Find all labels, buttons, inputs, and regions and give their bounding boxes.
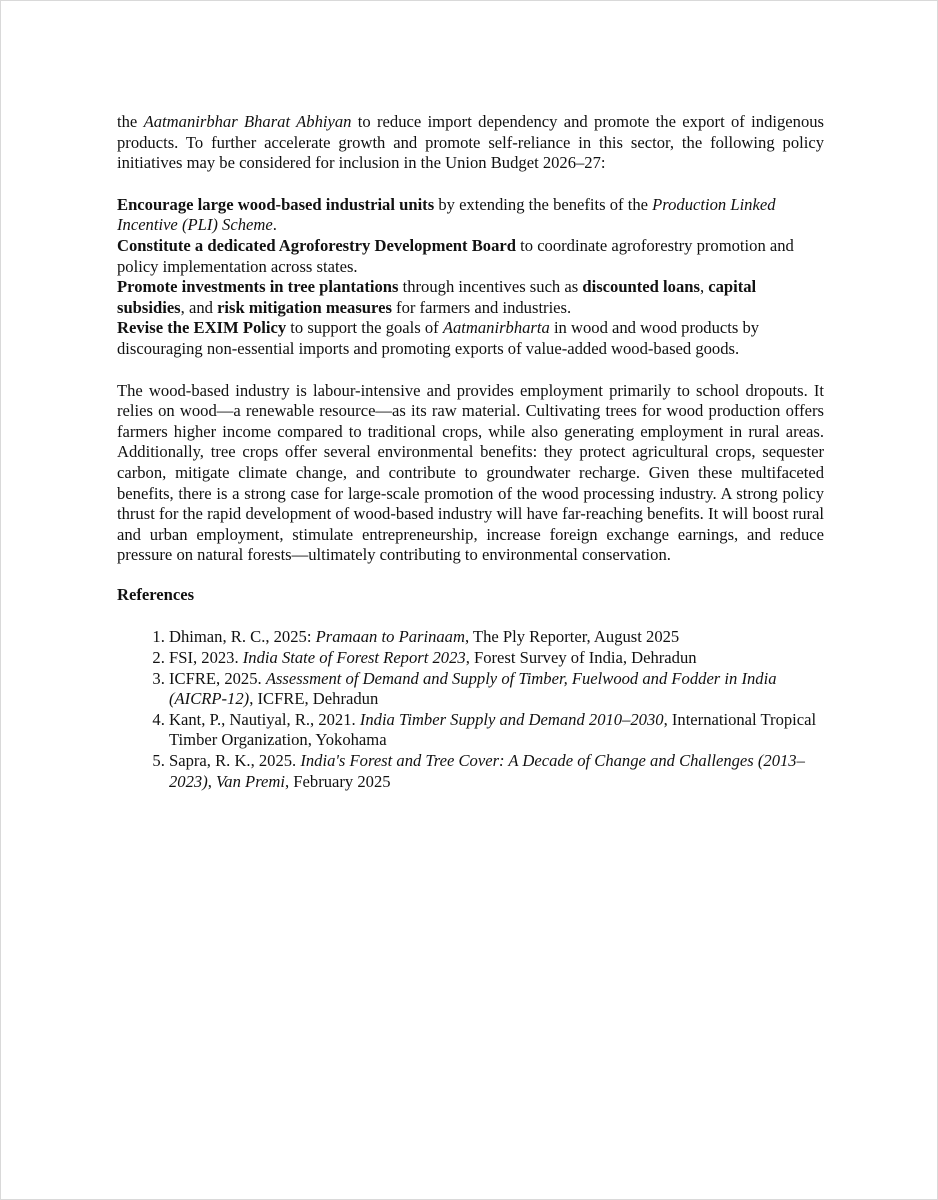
reference-author: Kant, P., Nautiyal, R., 2021. (169, 709, 360, 729)
reference-author: FSI, 2023. (169, 648, 243, 668)
policy-exim-text2: in wood and wood products by discouraging non-essential imports and promoting exports of value-added wood-based goods. (117, 318, 760, 358)
policy-exim-bold: Revise the EXIM Policy (117, 318, 287, 338)
policy-pli-end: . (272, 215, 277, 235)
policy-risk-bold: risk mitigation measures (217, 297, 392, 317)
reference-source: , Forest Survey of India, Dehradun (465, 648, 697, 668)
reference-source: , ICFRE, Dehradun (249, 689, 379, 709)
reference-title: India State of Forest Report 2023 (242, 648, 466, 668)
policy-pli-text: by extending the benefits of the (434, 194, 653, 214)
reference-item (169, 669, 824, 710)
body-paragraph: The wood-based industry is labour-intensive and provides employment primarily to school dropouts. It relies on wood—a renewable resource—as its raw material. Cultivating trees for wood production offers farmers higher income compared to traditional crops, while also generating employment in rural areas. Additionally, tree crops offer several environmental benefits: they protect agricultural crops, sequester carbon, mitigate climate change, and contribute to groundwater recharge. Given these multifaceted benefits, there is a strong case for large-scale promotion of the wood processing industry. A strong policy thrust for the rapid development of wood-based industry will have far-reaching benefits. It will boost rural and urban employment, stimulate entrepreneurship, increase foreign exchange earnings, and reduce pressure on natural forests—ultimately contributing to environmental conservation. (117, 380, 824, 565)
reference-title: India Timber Supply and Demand 2010–2030 (359, 709, 664, 729)
reference-date: , February 2025 (285, 771, 391, 791)
references-list (117, 627, 824, 792)
intro-abhiyan-italic: Aatmanirbhar Bharat Abhiyan (143, 112, 352, 131)
policy-item-board (117, 236, 824, 277)
policy-plantations-text4: for farmers and industries. (391, 297, 572, 317)
policy-item-exim (117, 318, 824, 359)
policy-plantations-text1: through incentives such as (398, 277, 583, 297)
reference-author: Sapra, R. K., 2025. (169, 751, 301, 771)
reference-title: Assessment of Demand and Supply of Timber, Fuelwood and Fodder in India (AICRP-12) (169, 668, 777, 709)
policy-subsidies-bold: capital subsidies (117, 277, 757, 317)
reference-item (169, 710, 824, 751)
reference-item (169, 751, 824, 792)
policy-item-pli (117, 195, 824, 236)
reference-item (169, 648, 824, 669)
reference-author: ICFRE, 2025. (169, 668, 266, 688)
reference-source: , (207, 771, 217, 791)
policy-plantations-text2: , (699, 277, 709, 297)
policy-board-bold: Constitute a dedicated Agroforestry Development Board (117, 235, 516, 255)
policy-pli-italic: Production Linked Incentive (PLI) Scheme (117, 194, 776, 235)
policy-loans-bold: discounted loans (582, 277, 700, 297)
reference-title: India's Forest and Tree Cover: A Decade of Change and Challenges (2013–2023) (169, 751, 805, 791)
policy-initiatives (117, 195, 824, 360)
policy-exim-italic: Aatmanirbharta (442, 318, 550, 338)
intro-lead-text: the (117, 112, 144, 131)
policy-plantations-bold: Promote investments in tree plantations (117, 277, 399, 297)
reference-item (169, 627, 824, 648)
policy-item-plantations (117, 277, 824, 318)
page-content (117, 112, 824, 792)
intro-rest-text: to reduce import dependency and promote the export of indigenous products. To further accelerate growth and promote self-reliance in this sector, the following policy initiatives may be considered for inclusion in the Union Budget 2026–27: (117, 112, 825, 173)
policy-plantations-text3: , and (180, 297, 218, 317)
reference-title: Pramaan to Parinaam (315, 627, 465, 647)
policy-exim-text1: to support the goals of (286, 318, 443, 338)
policy-board-text: to coordinate agroforestry promotion and policy implementation across states. (117, 235, 794, 276)
reference-author: Dhiman, R. C., 2025: (169, 627, 316, 647)
reference-journal: Van Premi (216, 771, 285, 791)
reference-source: , The Ply Reporter, August 2025 (464, 627, 680, 647)
reference-source: , International Tropical Timber Organization, Yokohama (169, 709, 817, 750)
intro-paragraph (117, 112, 824, 174)
policy-pli-bold: Encourage large wood-based industrial units (117, 194, 435, 214)
references-heading: References (117, 584, 195, 604)
